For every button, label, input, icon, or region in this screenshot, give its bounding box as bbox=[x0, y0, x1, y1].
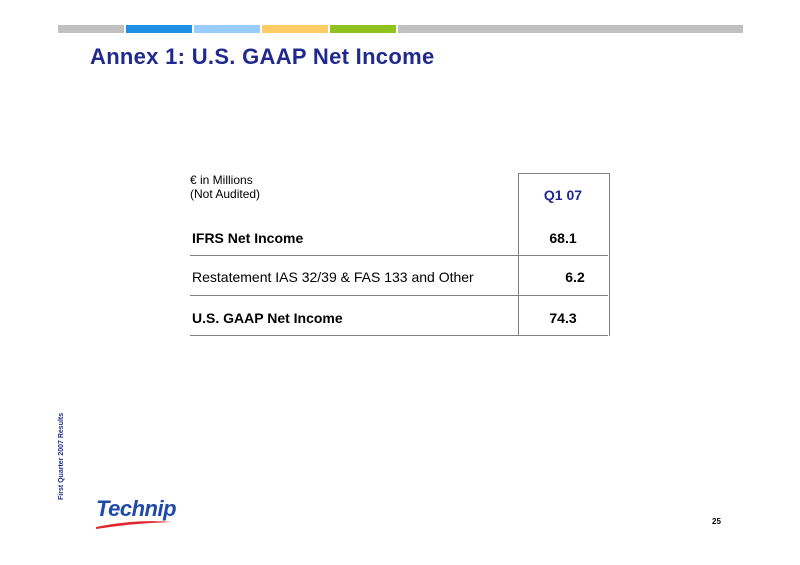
row-value-ifrs: 68.1 bbox=[549, 230, 577, 246]
stripe-segment bbox=[262, 25, 328, 33]
row-divider bbox=[190, 255, 608, 256]
currency-caption: € in Millions bbox=[190, 173, 253, 187]
table-bottom-border bbox=[190, 335, 608, 336]
net-income-table bbox=[190, 173, 610, 338]
header-color-stripe bbox=[58, 25, 743, 33]
row-value-restatement: 6.2 bbox=[565, 269, 585, 285]
technip-logo bbox=[94, 496, 177, 530]
row-label-restatement: Restatement IAS 32/39 & FAS 133 and Other bbox=[192, 269, 474, 285]
row-label-ifrs: IFRS Net Income bbox=[192, 230, 304, 246]
stripe-segment bbox=[398, 25, 743, 33]
logo-text: Technip bbox=[96, 496, 177, 521]
table-caption bbox=[190, 173, 260, 201]
side-footer-text: First Quarter 2007 Results bbox=[58, 412, 65, 500]
row-value-usgaap: 74.3 bbox=[549, 310, 577, 326]
audit-caption: (Not Audited) bbox=[190, 187, 261, 201]
row-label-usgaap: U.S. GAAP Net Income bbox=[192, 310, 343, 326]
stripe-segment bbox=[330, 25, 396, 33]
stripe-segment bbox=[194, 25, 260, 33]
stripe-segment bbox=[126, 25, 192, 33]
page-title: Annex 1: U.S. GAAP Net Income bbox=[90, 44, 435, 69]
page-number: 25 bbox=[712, 517, 721, 526]
row-divider bbox=[190, 295, 608, 296]
logo-swoosh-icon bbox=[94, 518, 174, 530]
stripe-segment bbox=[58, 25, 124, 33]
column-header-q1: Q1 07 bbox=[543, 187, 583, 203]
